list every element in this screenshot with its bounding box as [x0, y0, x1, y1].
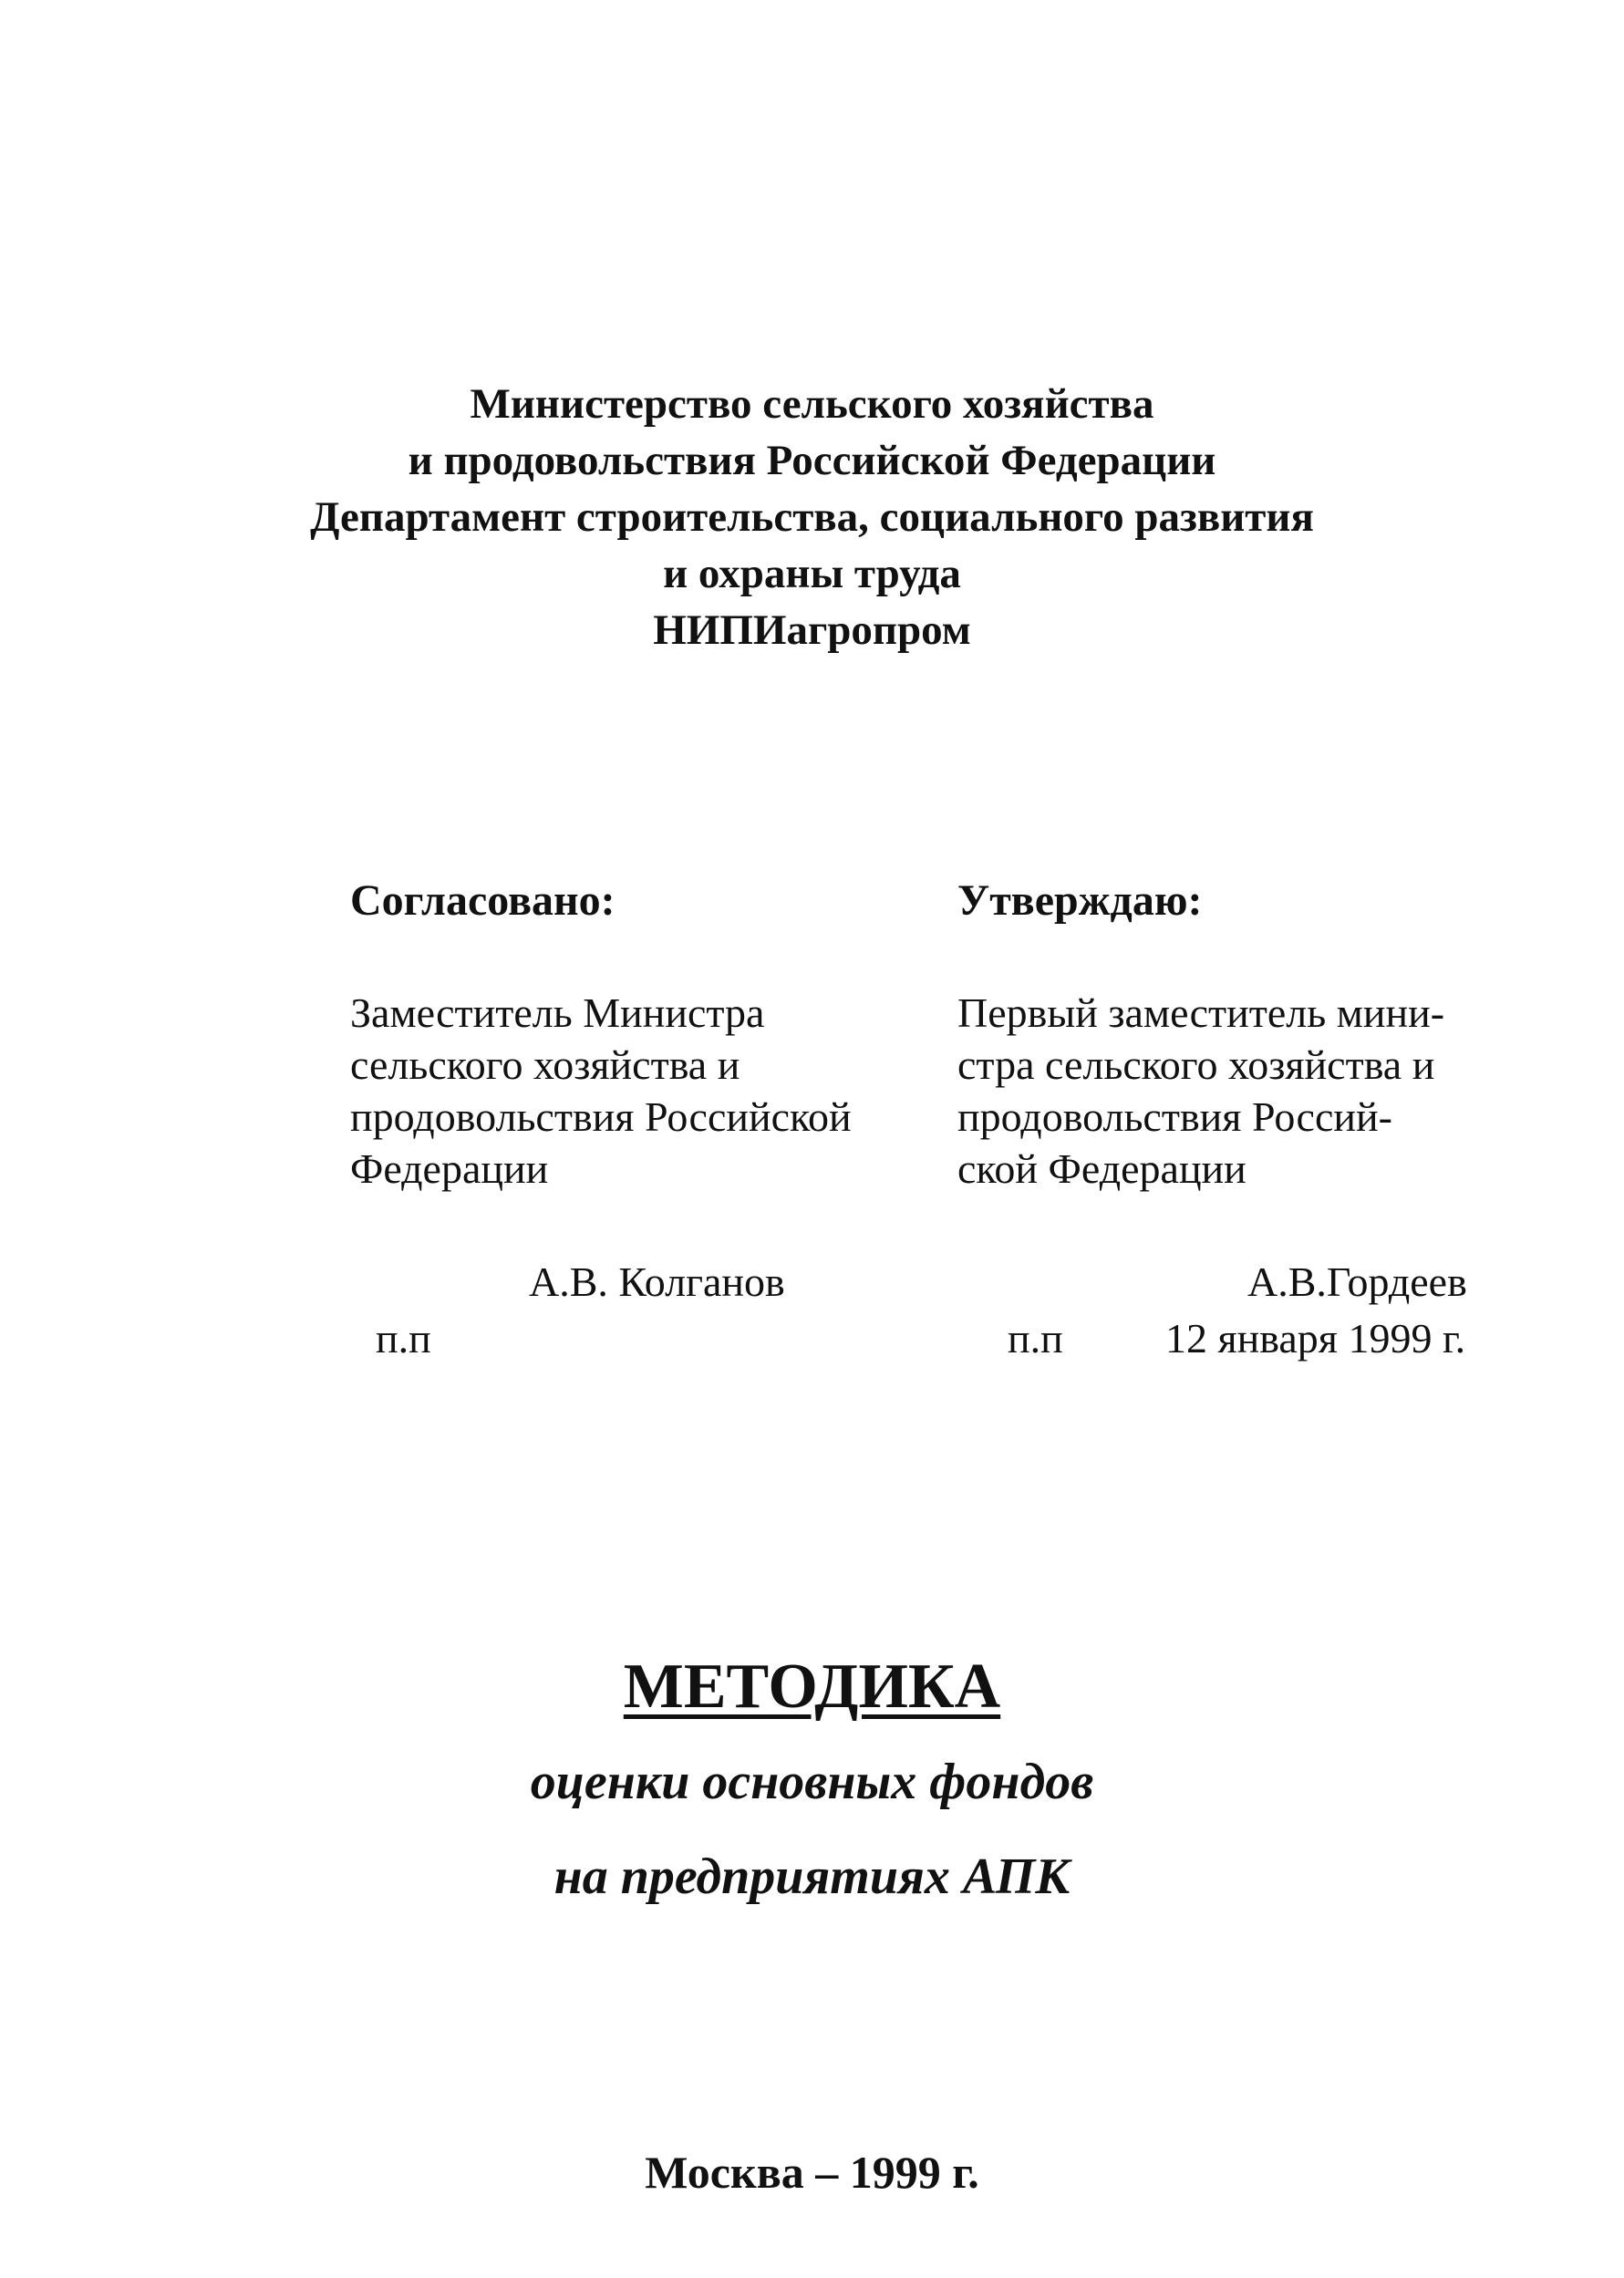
agreed-heading: Согласовано: — [350, 876, 615, 925]
agreed-position-line: сельского хозяйства и — [350, 1041, 740, 1088]
agreed-position-line: Заместитель Министра — [350, 989, 765, 1036]
org-line-institute: НИПИагропром — [653, 606, 971, 654]
agreed-signer-name: А.В. Колганов — [529, 1258, 785, 1305]
document-title-text: МЕТОДИКА — [623, 1652, 1001, 1722]
approved-signer-name: А.В.Гордеев — [1247, 1258, 1467, 1305]
org-line-ministry: Министерство сельского хозяйства — [470, 380, 1154, 428]
place-and-year: Москва – 1999 г. — [645, 2147, 979, 2198]
approved-position-line: стра сельского хозяйства и — [957, 1041, 1435, 1088]
organization-header — [0, 376, 1624, 658]
org-line-department-cont: и охраны труда — [663, 550, 961, 597]
document-subtitle-line2: на предприятиях АПК — [553, 1848, 1071, 1905]
org-line-department: Департамент строительства, социального развития — [310, 493, 1314, 541]
agreed-position-line: продовольствия Российской — [350, 1093, 852, 1140]
agreed-pp-mark: п.п — [376, 1315, 431, 1362]
approval-date: 12 января 1999 г. — [1165, 1315, 1466, 1362]
approved-heading: Утверждаю: — [957, 876, 1203, 925]
org-line-ministry-cont: и продовольствия Российской Федерации — [408, 437, 1216, 484]
approved-position-line: ской Федерации — [957, 1145, 1246, 1192]
approved-position — [957, 987, 1505, 1195]
agreed-position-line: Федерации — [350, 1145, 549, 1192]
document-subtitle-line1: оценки основных фондов — [530, 1754, 1094, 1810]
agreed-position — [350, 987, 934, 1195]
approved-pp-mark: п.п — [1008, 1315, 1063, 1362]
approved-position-line: Первый заместитель мини- — [957, 989, 1445, 1036]
approved-position-line: продовольствия Россий- — [957, 1093, 1392, 1140]
document-title — [0, 1649, 1624, 1725]
